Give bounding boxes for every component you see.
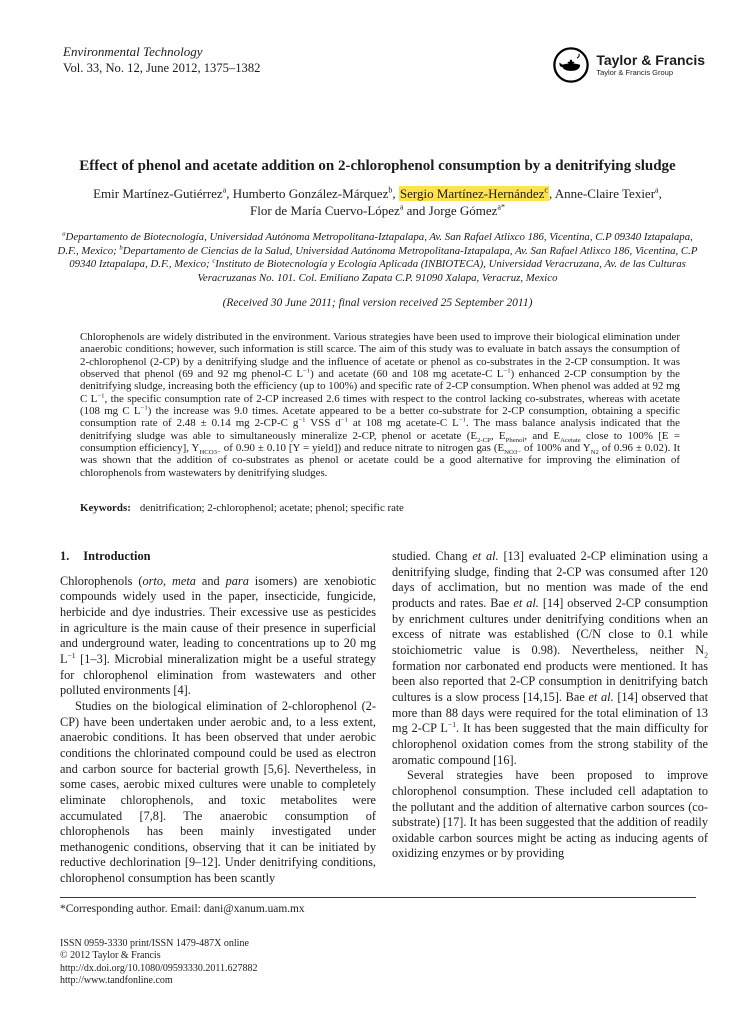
- received-note: (Received 30 June 2011; final version received 25 September 2011): [222, 297, 533, 310]
- intro-paragraph-1: Chlorophenols (orto, meta and para isomers) are xenobiotic compounds widely used in the paper, insecticide, fungicide, herbicide and dye industries. Their excessive use as pesticides in agriculture is the main cause of their presence in superficial and underground water, leading to concentrations up to 20 mg $L^{-1}$ [1–3]. Microbial mineralization might be a useful strategy for chlorophenol elimination from wastewaters and other polluted environments [4].: [60, 573, 376, 698]
- title-block: [38, 157, 717, 309]
- affiliations: $^a$Departamento de Biotecnología, Universidad Autónoma Metropolitana-Iztapalapa, Av. San Rafael Atlixco 186, Vicentina, C.P 09340 Iztapalapa, D.F., Mexico; $^b$Departamento de Ciencias de la Salud, Universidad Autónoma Metropolitana-Iztapalapa, Av. San Rafael Atlixco 186, Vicentina, C.P 09340 Iztapalapa, D.F., Mexico; $^c$Instituto de Biotecnología y Ecología Aplicada (INBIOTECA), Universidad Veracruzana, Av. de las Culturas Veracruzanas No. 101. Col. Emiliano Zapata C.P. 91090 Xalapa, Veracruz, Mexico: [57, 230, 698, 284]
- journal-meta: [63, 44, 260, 76]
- publisher-text: [596, 53, 705, 77]
- section-heading-introduction: [60, 549, 376, 565]
- journal-name: Environmental Technology: [63, 44, 203, 59]
- keywords-text: denitrification; 2-chlorophenol; acetate; phenol; specific rate: [139, 502, 404, 514]
- doi-line: http://dx.doi.org/10.1080/09593330.2011.627882: [60, 962, 258, 974]
- copyright-line: © 2012 Taylor & Francis: [60, 950, 161, 962]
- intro-paragraph-4: Several strategies have been proposed to improve chlorophenol consumption. These included cell adaptation to the pollutant and the addition of alternative carbon sources (co-substrate) [17]. It has been suggested that the addition of readily oxidable carbon sources might be acting as inducing agents of oxidizing enzymes or by providing: [392, 768, 708, 861]
- lamp-icon: [552, 46, 590, 84]
- body-columns: [60, 549, 708, 887]
- authors: [38, 185, 717, 219]
- article-title: Effect of phenol and acetate addition on 2-chlorophenol consumption by a denitrifying sludge: [79, 158, 676, 174]
- corresponding-author-note: *Corresponding author. Email: dani@xanum.uam.mx: [60, 903, 305, 915]
- keywords-line: [80, 502, 680, 514]
- issn-line: ISSN 0959-3330 print/ISSN 1479-487X online: [60, 938, 249, 949]
- publisher-group: Taylor & Francis Group: [596, 68, 674, 77]
- authors-line-2: Flor de María Cuervo-López$^a$ and Jorge Gómez$^{a*}$: [250, 202, 505, 218]
- publisher-logo: [552, 46, 705, 84]
- left-column: [60, 549, 376, 887]
- section-number: 1.: [60, 549, 70, 563]
- right-column: [392, 549, 708, 887]
- abstract: Chlorophenols are widely distributed in the environment. Various strategies have been used to improve their biological elimination under anaerobic conditions; however, such information is still scarce. The aim of this study was to evaluate in batch assays the consumption of 2-chlorophenol (2-CP) by a denitrifying sludge and the influence of acetate or phenol as co-substrates in the 2-CP consumption. It was observed that phenol (69 and 92 mg phenol-C $L^{-1}$) and acetate (60 and 108 mg acetate-C $L^{-1}$) enhanced 2-CP consumption by the denitrifying sludge, increasing both the efficiency (up to 100%) and specific rate of 2-CP consumption. When phenol was added at 92 mg C $L^{-1}$, the specific consumption rate of 2-CP increased 2.6 times with respect to the control lacking co-substrates, whereas with acetate (108 mg C $L^{-1}$) the increase was 9.0 times. Acetate appeared to be a better co-substrate for 2-CP consumption, obtaining a specific consumption rate of 2.48 ± 0.14 mg 2-CP-C $g^{-1}$ VSS $d^{-1}$ at 108 mg acetate-C $L^{-1}$. The mass balance analysis indicated that the denitrifying sludge was able to simultaneously mineralize 2-CP, phenol or acetate ($E_{2-CP}$, $E_{Phenol}$, and $E_{Acetate}$ close to 100% [E = consumption efficiency], $Y_{HCO3-}$ of 0.90 ± 0.10 [Y = yield]) and reduce nitrate to nitrogen gas ($E_{NO3-}$ of 100% and $Y_{N2}$ of 0.96 ± 0.02). It was shown that the addition of co-substrates as phenol or acetate could be a good alternative for improving the elimination of chlorophenols from wastewaters by denitrifying sludges.: [80, 331, 681, 479]
- keywords-label: Keywords:: [80, 502, 131, 514]
- intro-paragraph-3: studied. Chang et al. [13] evaluated 2-CP elimination using a denitrifying sludge, finding that 2-CP was consumed after 120 days of acclimation, but no mention was made of the end products and rates. Bae et al. [14] observed 2-CP consumption by enrichment cultures under denitrifying conditions when an excess of nitrate was established (C/N close to 0.1 while stoichiometric value is 0.98). Nevertheless, neither $N_2$ formation nor carbonated end products were mentioned. It has been also reported that 2-CP consumption in denitrifying batch cultures is a slow process [14,15]. Bae et al. [14] observed that more than 88 days were required for the total elimination of 13 mg 2-CP $L^{-1}$. It has been suggested that the main difficulty for chlorophenol oxidation comes from the strong stability of the aromatic compound [16].: [392, 549, 709, 767]
- authors-line-1: Emir Martínez-Gutiérrez$^a$, Humberto González-Márquez$^b$, Sergio Martínez-Hernández$^c$, Anne-Claire Texier$^a$,: [93, 185, 662, 201]
- footnote-divider: [60, 897, 696, 898]
- publisher-name: Taylor & Francis: [596, 52, 705, 68]
- imprint-block: [60, 938, 258, 987]
- journal-issue-line: Vol. 33, No. 12, June 2012, 1375–1382: [63, 61, 261, 75]
- masthead: [63, 44, 705, 84]
- website-line: http://www.tandfonline.com: [60, 974, 173, 986]
- intro-paragraph-2: Studies on the biological elimination of 2-chlorophenol (2-CP) have been undertaken under aerobic and, to a less extent, anaerobic conditions. It has been observed that under aerobic conditions the chlorinated compound could be used as electron and carbon source for bacterial growth [5,6]. Nevertheless, in some cases, aerobic mixed cultures were unable to completely eliminate chlorophenols, and toxic metabolites were accumulated [7,8]. The anaerobic consumption of chlorophenols has been mainly investigated under methanogenic conditions, observing that it can be initiated by reductive dechlorination [9–12]. Under denitrifying conditions, chlorophenol consumption has been scantly: [60, 698, 376, 886]
- section-title: Introduction: [83, 549, 151, 563]
